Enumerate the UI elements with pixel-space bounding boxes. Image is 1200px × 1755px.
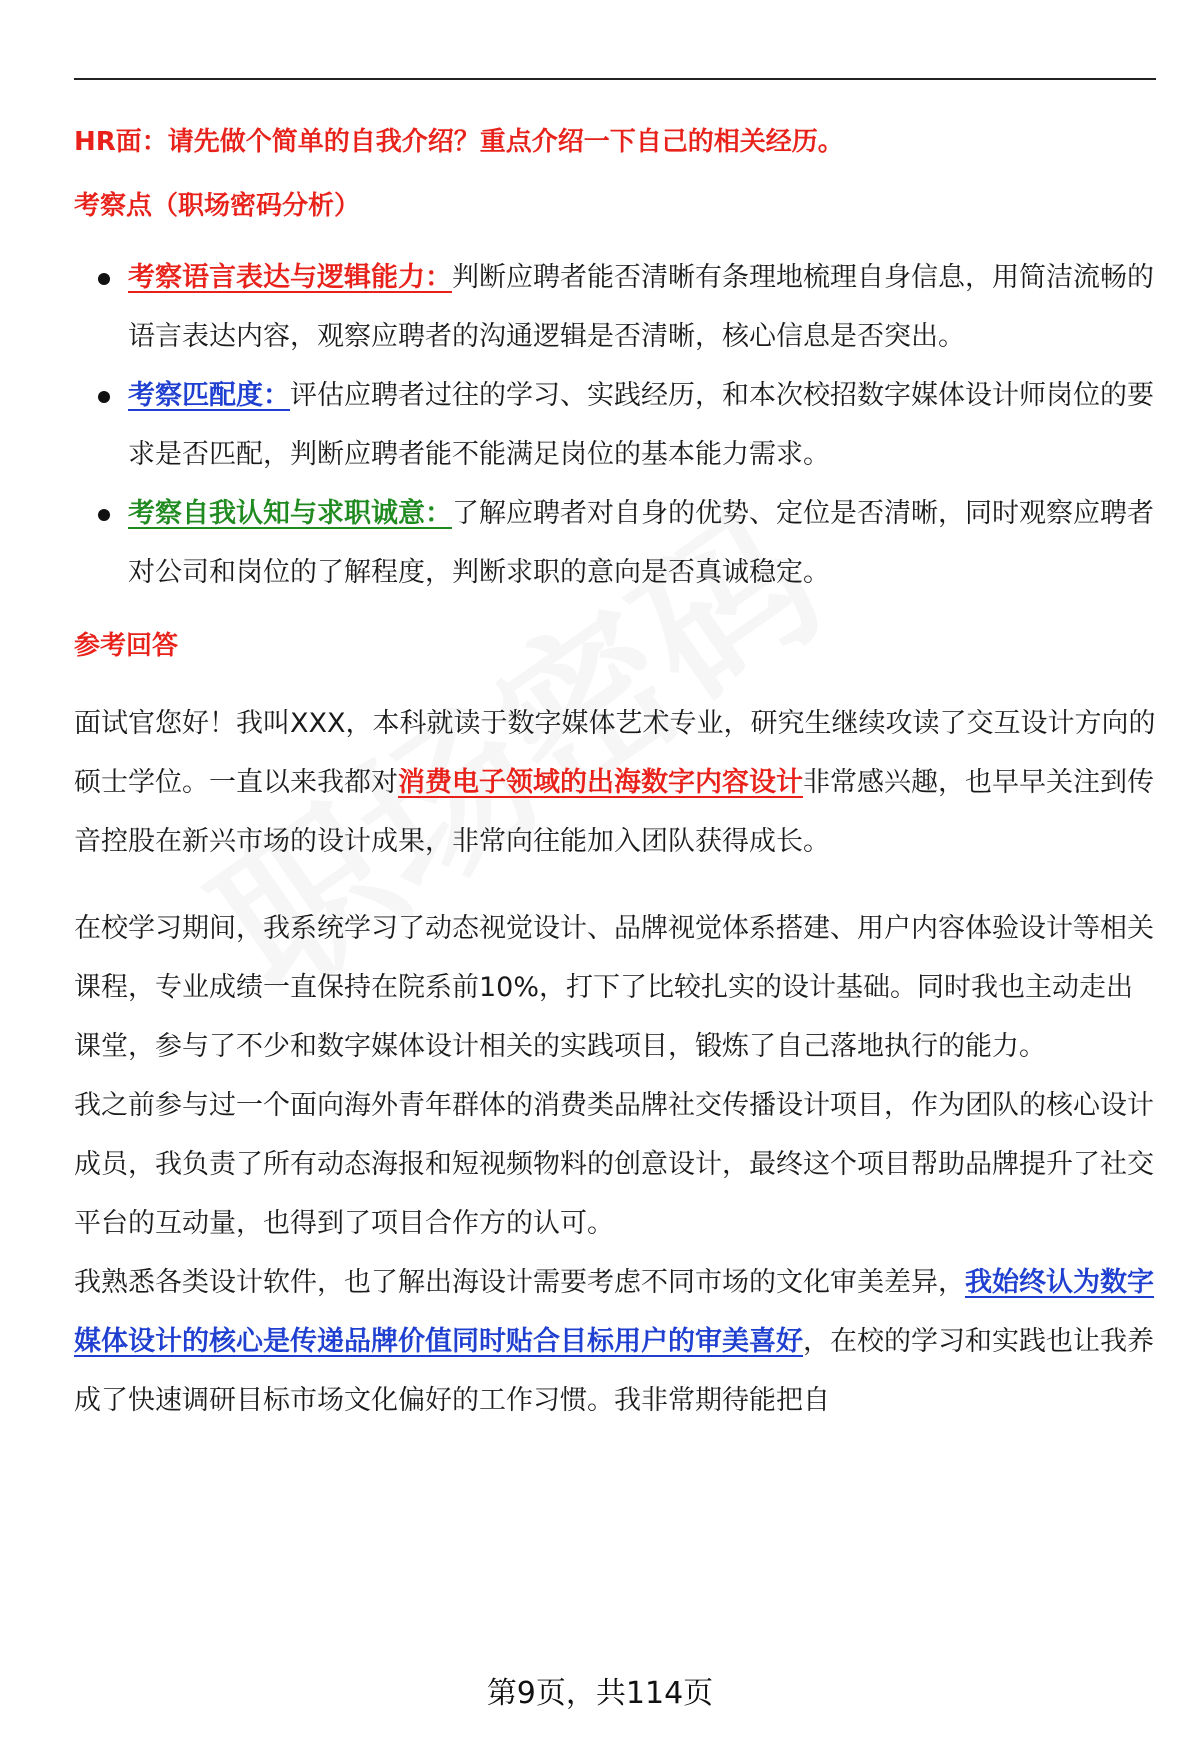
analysis-heading: 考察点（职场密码分析） bbox=[74, 191, 361, 221]
point-lead: 考察自我认知与求职诚意： bbox=[128, 498, 452, 529]
answer-text: 面试官您好！我叫XXX，本科就读于数字媒体艺术专业，研究生继续攻读了交互设计方向的硕士学位。一直以来我都对 bbox=[74, 708, 1156, 798]
hr-question: HR面：请先做个简单的自我介绍？重点介绍一下自己的相关经历。 bbox=[74, 127, 844, 157]
page-content bbox=[74, 118, 1158, 1430]
answer-paragraph-4 bbox=[74, 1253, 1158, 1430]
point-text: 评估应聘者过往的学习、实践经历，和本次校招数字媒体设计师岗位的要求是否匹配，判断应聘者能不能满足岗位的基本能力需求。 bbox=[128, 380, 1154, 470]
point-lead: 考察语言表达与逻辑能力： bbox=[128, 262, 452, 293]
answer-paragraph-2: 在校学习期间，我系统学习了动态视觉设计、品牌视觉体系搭建、用户内容体验设计等相关课程，专业成绩一直保持在院系前10%，打下了比较扎实的设计基础。同时我也主动走出课堂，参与了不少和数字媒体设计相关的实践项目，锻炼了自己落地执行的能力。 bbox=[74, 913, 1154, 1062]
top-rule bbox=[74, 78, 1156, 80]
page-footer: 第9页，共114页 bbox=[486, 1676, 714, 1711]
point-text: 判断应聘者能否清晰有条理地梳理自身信息，用简洁流畅的语言表达内容，观察应聘者的沟通逻辑是否清晰，核心信息是否突出。 bbox=[128, 262, 1154, 352]
bullet-icon bbox=[98, 509, 110, 521]
point-lead: 考察匹配度： bbox=[128, 380, 290, 411]
bullet-icon bbox=[98, 391, 110, 403]
point-text: 了解应聘者对自身的优势、定位是否清晰，同时观察应聘者对公司和岗位的了解程度，判断求职的意向是否真诚稳定。 bbox=[128, 498, 1154, 588]
analysis-points bbox=[74, 248, 1158, 602]
answer-paragraph-1 bbox=[74, 694, 1158, 871]
point-item bbox=[74, 484, 1158, 602]
answer-paragraph-3: 我之前参与过一个面向海外青年群体的消费类品牌社交传播设计项目，作为团队的核心设计成员，我负责了所有动态海报和短视频物料的创意设计，最终这个项目帮助品牌提升了社交平台的互动量，也得到了项目合作方的认可。 bbox=[74, 1090, 1154, 1239]
highlight-text: 我始终认为数字媒体设计的核心是传递品牌价值同时贴合目标用户的审美喜好 bbox=[74, 1267, 1154, 1357]
answer-text: 我熟悉各类设计软件，也了解出海设计需要考虑不同市场的文化审美差异， bbox=[74, 1267, 965, 1298]
highlight-text: 消费电子领域的出海数字内容设计 bbox=[398, 767, 803, 798]
point-item bbox=[74, 366, 1158, 484]
bullet-icon bbox=[98, 273, 110, 285]
point-item bbox=[74, 248, 1158, 366]
answer-text: ，在校的学习和实践也让我养成了快速调研目标市场文化偏好的工作习惯。我非常期待能把自 bbox=[74, 1326, 1154, 1416]
answer-heading: 参考回答 bbox=[74, 631, 179, 661]
answer-text: 非常感兴趣，也早早关注到传音控股在新兴市场的设计成果，非常向往能加入团队获得成长。 bbox=[74, 767, 1154, 857]
